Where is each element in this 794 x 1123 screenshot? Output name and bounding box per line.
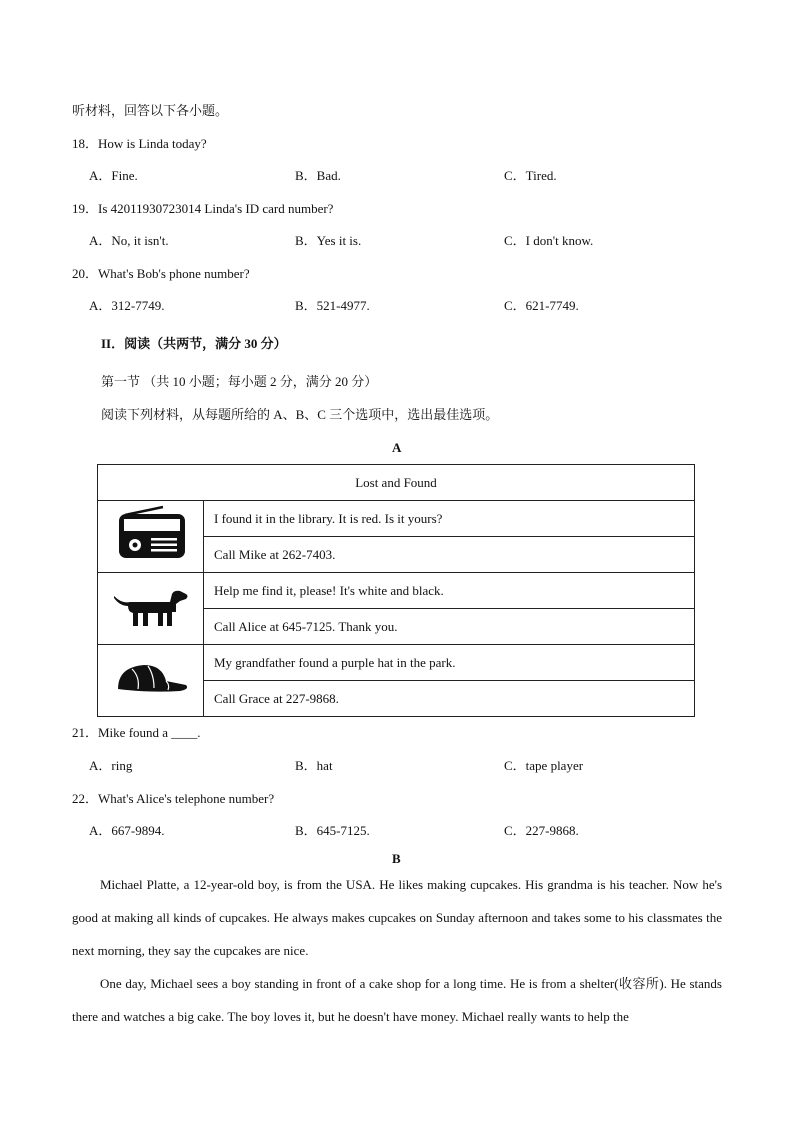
instruction-text: 听材料，回答以下各小题。: [72, 103, 229, 118]
lost-and-found-table: [97, 464, 695, 717]
row-3-line-2: Call Grace at 227-9868.: [204, 681, 695, 717]
option-21-b: B．hat: [295, 758, 333, 773]
passage-b-label: B: [392, 851, 401, 866]
table-title: Lost and Found: [98, 465, 695, 501]
option-18-a: A．Fine.: [89, 168, 138, 183]
dog-icon: [110, 582, 192, 632]
part-instruction: 阅读下列材料，从每题所给的 A、B、C 三个选项中，选出最佳选项。: [101, 407, 499, 422]
option-18-b: B．Bad.: [295, 168, 341, 183]
row-3-line-1: My grandfather found a purple hat in the park.: [204, 645, 695, 681]
option-18-c: C．Tired.: [504, 168, 557, 183]
option-22-c: C．227-9868.: [504, 823, 579, 838]
option-21-a: A．ring: [89, 758, 133, 773]
radio-icon: [111, 505, 191, 565]
question-18: 18．How is Linda today?: [72, 136, 207, 151]
option-21-c: C．tape player: [504, 758, 584, 773]
option-19-b: B．Yes it is.: [295, 233, 362, 248]
part-title: 第一节 （共 10 小题；每小题 2 分，满分 20 分）: [101, 374, 378, 389]
passage-b-paragraph-1: Michael Platte, a 12-year-old boy, is from the USA. He likes making cupcakes. His grandma is his teacher. Now he's good at making all kinds of cupcakes. He always makes cupcakes on Sunday afternoon and takes some to his classmates the next morning, they say the cupcakes are nice.: [72, 877, 722, 958]
radio-cell: [98, 501, 204, 573]
dog-cell: [98, 573, 204, 645]
passage-a-label: A: [392, 440, 402, 455]
option-19-a: A．No, it isn't.: [89, 233, 169, 248]
passage-b-paragraph-2: One day, Michael sees a boy standing in front of a cake shop for a long time. He is from a shelter(收容所). He stands there and watches a big cake. The boy loves it, but he doesn't have money. Michael really wants to help the: [72, 976, 722, 1024]
question-20: 20．What's Bob's phone number?: [72, 266, 250, 281]
option-20-b: B．521-4977.: [295, 298, 370, 313]
cap-icon: [110, 659, 192, 699]
row-2-line-2: Call Alice at 645-7125. Thank you.: [204, 609, 695, 645]
question-21: 21．Mike found a ____.: [72, 725, 201, 740]
option-20-a: A．312-7749.: [89, 298, 165, 313]
passage-b: [72, 868, 722, 1033]
option-20-c: C．621-7749.: [504, 298, 579, 313]
question-22: 22．What's Alice's telephone number?: [72, 791, 275, 806]
option-22-a: A．667-9894.: [89, 823, 165, 838]
option-19-c: C．I don't know.: [504, 233, 594, 248]
section-title: II．阅读（共两节，满分 30 分）: [101, 336, 287, 351]
row-1-line-1: I found it in the library. It is red. Is it yours?: [204, 501, 695, 537]
row-1-line-2: Call Mike at 262-7403.: [204, 537, 695, 573]
question-19: 19．Is 42011930723014 Linda's ID card number?: [72, 201, 334, 216]
row-2-line-1: Help me find it, please! It's white and black.: [204, 573, 695, 609]
option-22-b: B．645-7125.: [295, 823, 370, 838]
cap-cell: [98, 645, 204, 717]
